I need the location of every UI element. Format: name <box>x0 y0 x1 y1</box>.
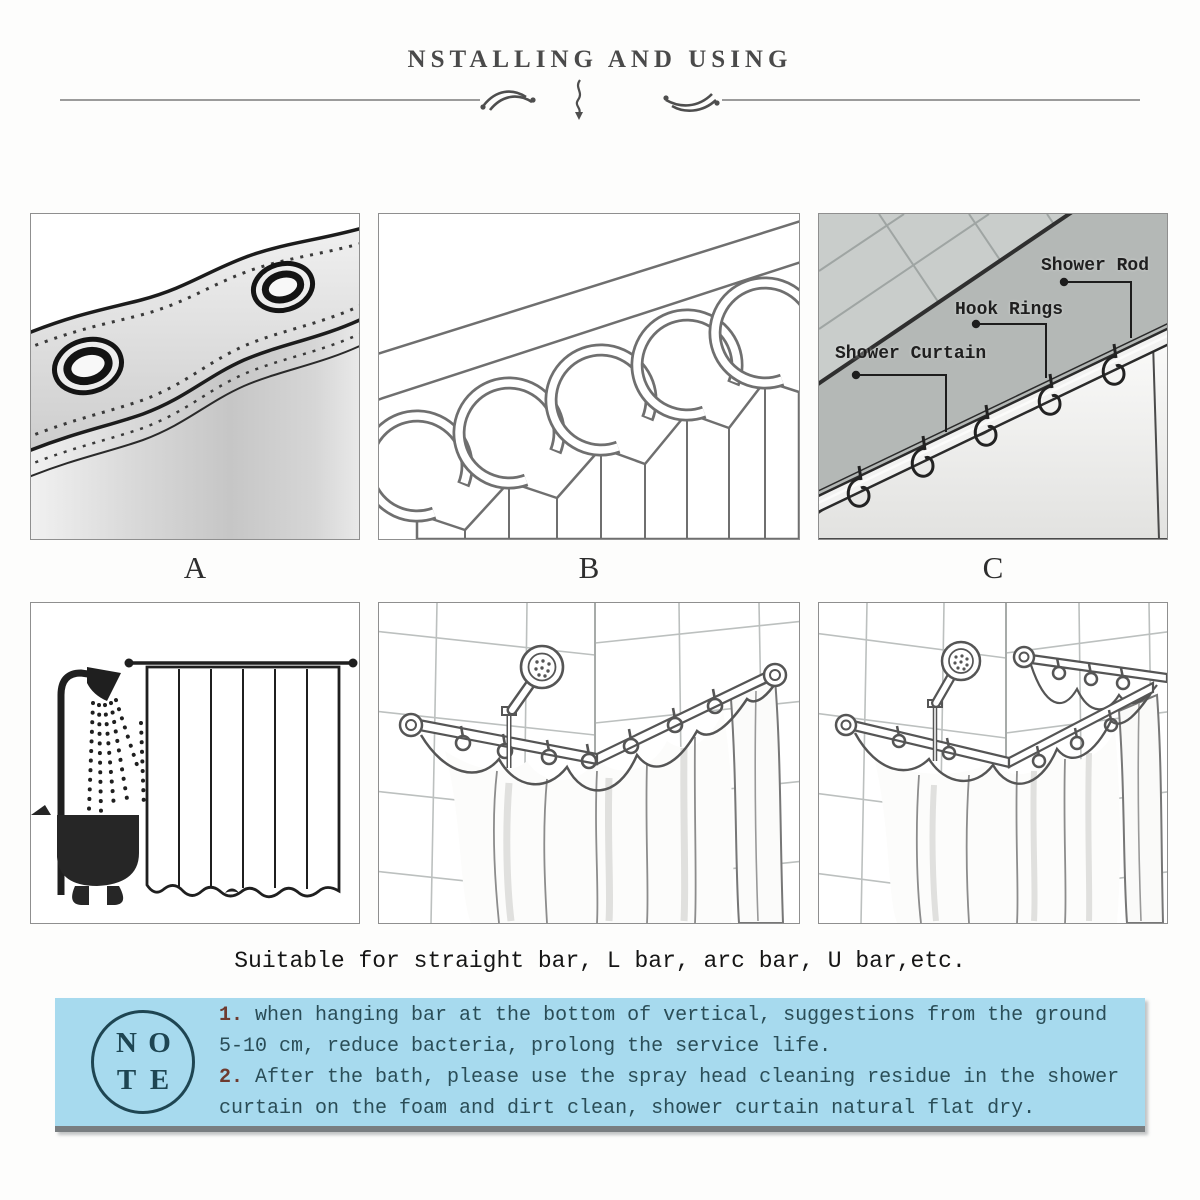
bathtub-icon <box>31 805 139 886</box>
top-panel-row <box>0 213 1200 540</box>
title-divider <box>60 78 1140 125</box>
note-item <box>219 1062 1129 1124</box>
panel-c <box>818 213 1168 540</box>
shower-head-icon <box>87 667 121 701</box>
grommet-curtain-illustration <box>31 214 360 539</box>
note-badge-letter: T <box>116 1064 137 1096</box>
note-item-number: 1. <box>219 1004 244 1027</box>
page-title: NSTALLING AND USING <box>407 46 793 73</box>
wall-flange <box>764 664 786 686</box>
wall-flange <box>400 714 422 736</box>
shower-bathtub-pictogram <box>31 603 360 923</box>
header <box>0 0 1200 125</box>
u-rod-shower-illustration <box>819 603 1168 923</box>
swirl-right-icon <box>666 94 716 111</box>
label-hook-rings: Hook Rings <box>955 300 1064 320</box>
panel-b <box>378 213 800 540</box>
bottom-panel-row <box>0 602 1200 924</box>
panel-u-bar <box>818 602 1168 924</box>
note-badge-letter: O <box>148 1027 171 1059</box>
note-badge-letter: N <box>116 1027 137 1059</box>
note-box <box>55 998 1145 1132</box>
wall-flange <box>836 715 856 735</box>
panel-straight-bar <box>30 602 360 924</box>
corner-rod-shower-illustration <box>379 603 799 923</box>
wall-flange <box>1014 647 1034 667</box>
panel-label-a: A <box>183 550 207 585</box>
note-item-number: 2. <box>219 1066 244 1089</box>
note-badge <box>91 1010 195 1114</box>
swirl-left-icon <box>484 92 532 110</box>
note-badge-letter: E <box>149 1064 170 1096</box>
handheld-shower-icon <box>928 642 980 761</box>
note-item <box>219 1000 1129 1062</box>
title-divider-ornament <box>60 78 1140 120</box>
panel-a <box>30 213 360 540</box>
panel-label-b: B <box>578 550 600 585</box>
panel-labels-row <box>0 550 1200 602</box>
panel-l-bar <box>378 602 800 924</box>
suitable-text: Suitable for straight bar, L bar, arc bar, U bar,etc. <box>234 948 966 974</box>
label-shower-rod: Shower Rod <box>1041 256 1150 276</box>
panel-label-c: C <box>982 550 1004 585</box>
rings-on-rod-illustration <box>379 214 799 539</box>
note-item-text: when hanging bar at the bottom of vertical, suggestions from the ground 5-10 cm, reduce bacteria, prolong the service life. <box>219 1004 1108 1058</box>
pendant-ornament-icon <box>575 80 583 120</box>
water-spray <box>89 700 144 812</box>
label-shower-curtain: Shower Curtain <box>835 344 987 364</box>
note-item-text: After the bath, please use the spray head cleaning residue in the shower curtain on the foam and dirt clean, shower curtain natural flat dry. <box>219 1066 1120 1120</box>
note-items <box>219 1000 1129 1124</box>
